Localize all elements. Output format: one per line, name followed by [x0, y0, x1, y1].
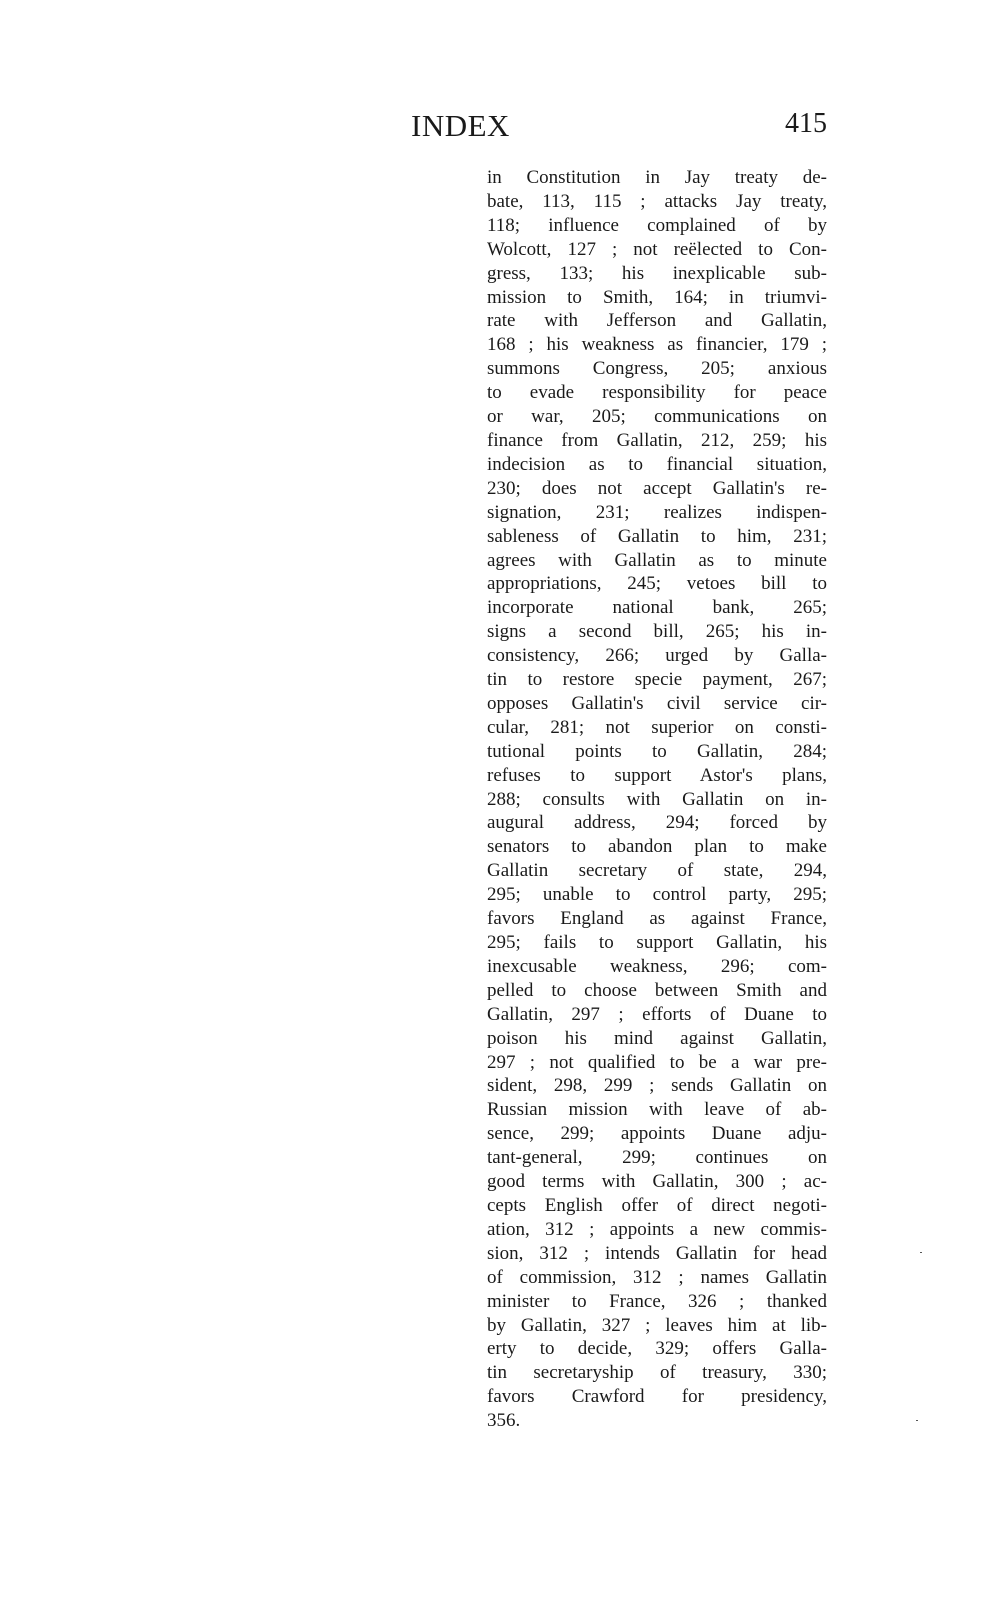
index-line: Russian mission with leave of ab- [487, 1099, 827, 1121]
index-line: by Gallatin, 327 ; leaves him at lib- [487, 1314, 827, 1336]
index-line: opposes Gallatin's civil service cir- [487, 692, 827, 714]
index-line: tin to restore specie payment, 267; [487, 669, 827, 691]
index-line: of commission, 312 ; names Gallatin [487, 1266, 827, 1288]
index-line: sence, 299; appoints Duane adju- [487, 1123, 827, 1145]
index-line: or war, 205; communications on [487, 406, 827, 428]
page-number: 415 [785, 108, 827, 139]
index-entry-column [487, 166, 827, 1433]
index-line: bate, 113, 115 ; attacks Jay treaty, [487, 190, 827, 212]
index-line: consistency, 266; urged by Galla- [487, 645, 827, 667]
index-line: indecision as to financial situation, [487, 453, 827, 475]
index-line: rate with Jefferson and Gallatin, [487, 310, 827, 332]
page-header [0, 108, 1000, 152]
index-line: Gallatin secretary of state, 294, [487, 860, 827, 882]
index-line: agrees with Gallatin as to minute [487, 549, 827, 571]
index-line: senators to abandon plan to make [487, 836, 827, 858]
index-line: 288; consults with Gallatin on in- [487, 788, 827, 810]
index-line: minister to France, 326 ; thanked [487, 1290, 827, 1312]
index-line: signs a second bill, 265; his in- [487, 621, 827, 643]
scan-speck [920, 1252, 922, 1253]
index-line: Wolcott, 127 ; not reëlected to Con- [487, 238, 827, 260]
index-line: 356. [487, 1410, 521, 1432]
scan-speck [916, 1420, 918, 1421]
index-line: cular, 281; not superior on consti- [487, 716, 827, 738]
index-line: sableness of Gallatin to him, 231; [487, 525, 827, 547]
index-line: ation, 312 ; appoints a new commis- [487, 1218, 827, 1240]
index-line: finance from Gallatin, 212, 259; his [487, 429, 827, 451]
index-line: augural address, 294; forced by [487, 812, 827, 834]
index-line: incorporate national bank, 265; [487, 597, 827, 619]
index-line: 295; unable to control party, 295; [487, 884, 827, 906]
index-line: pelled to choose between Smith and [487, 979, 827, 1001]
index-line: poison his mind against Gallatin, [487, 1027, 827, 1049]
index-line: summons Congress, 205; anxious [487, 358, 827, 380]
index-line: favors England as against France, [487, 908, 827, 930]
index-line: inexcusable weakness, 296; com- [487, 955, 827, 977]
index-line: refuses to support Astor's plans, [487, 764, 827, 786]
index-line: Gallatin, 297 ; efforts of Duane to [487, 1003, 827, 1025]
index-line: favors Crawford for presidency, [487, 1386, 827, 1408]
index-line: 230; does not accept Gallatin's re- [487, 477, 827, 499]
index-line: signation, 231; realizes indispen- [487, 501, 827, 523]
index-line: 118; influence complained of by [487, 214, 827, 236]
index-line: tant-general, 299; continues on [487, 1147, 827, 1169]
index-line: erty to decide, 329; offers Galla- [487, 1338, 827, 1360]
index-line: sident, 298, 299 ; sends Gallatin on [487, 1075, 827, 1097]
index-line: 295; fails to support Gallatin, his [487, 932, 827, 953]
index-line: tin secretaryship of treasury, 330; [487, 1362, 827, 1384]
index-line: 168 ; his weakness as financier, 179 ; [487, 334, 827, 356]
running-head: INDEX [411, 108, 510, 143]
index-line: tutional points to Gallatin, 284; [487, 740, 827, 762]
index-line: mission to Smith, 164; in triumvi- [487, 286, 827, 308]
index-line: gress, 133; his inexplicable sub- [487, 262, 827, 284]
index-line: in Constitution in Jay treaty de- [487, 167, 827, 188]
index-line: sion, 312 ; intends Gallatin for head [487, 1242, 827, 1264]
index-line: to evade responsibility for peace [487, 382, 827, 404]
index-line: appropriations, 245; vetoes bill to [487, 573, 827, 595]
index-line: cepts English offer of direct negoti- [487, 1194, 827, 1216]
index-line: good terms with Gallatin, 300 ; ac- [487, 1171, 827, 1193]
index-line: 297 ; not qualified to be a war pre- [487, 1051, 827, 1073]
